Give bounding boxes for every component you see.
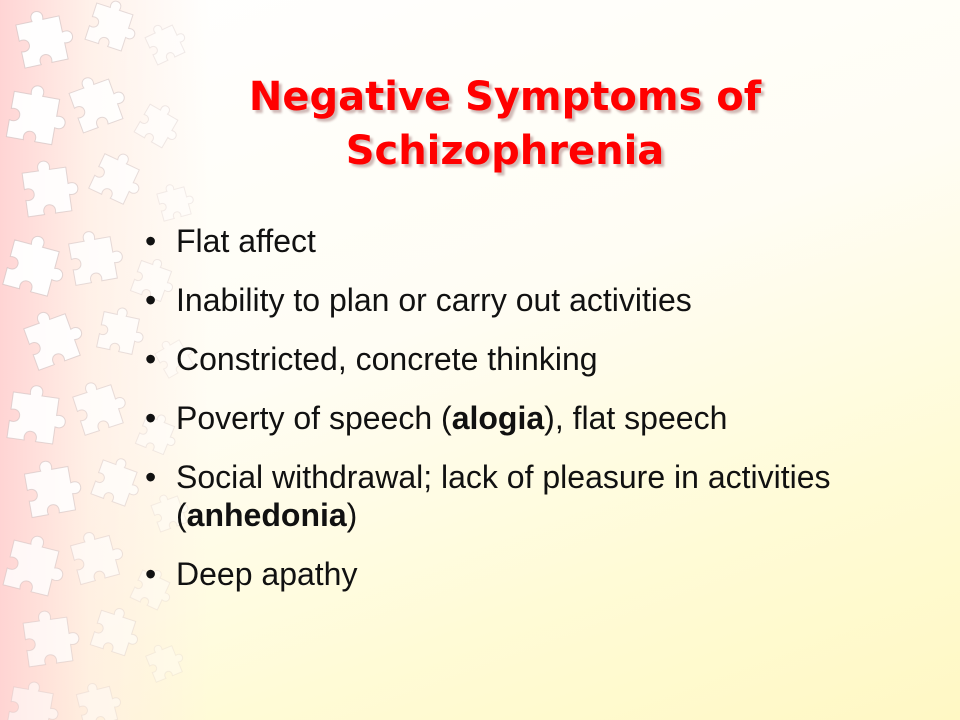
puzzle-piece-icon (75, 678, 125, 720)
puzzle-piece-icon (89, 147, 150, 208)
puzzle-piece-icon (68, 525, 127, 584)
bullet-item (145, 458, 935, 534)
puzzle-piece-icon (67, 227, 126, 286)
bullet-text: ) (346, 497, 358, 533)
bullet-item (145, 281, 935, 319)
bullet-text: ), flat speech (544, 400, 728, 436)
puzzle-piece-icon (3, 531, 70, 598)
puzzle-piece-icon (21, 302, 89, 370)
slide-title: Negative Symptoms of Schizophrenia (248, 74, 762, 174)
bullet-dot: • (145, 223, 157, 259)
puzzle-piece-icon (21, 157, 81, 217)
puzzle-piece-icon (155, 180, 196, 221)
puzzle-piece-icon (23, 456, 84, 517)
puzzle-piece-icon (7, 383, 70, 446)
bullet-term: alogia (451, 400, 545, 436)
bullet-dot: • (145, 556, 157, 592)
puzzle-piece-icon (3, 231, 71, 299)
bullet-text: Social withdrawal; lack of pleasure in activities ( (176, 459, 831, 533)
puzzle-piece-icon (22, 607, 82, 667)
puzzle-piece-icon (91, 453, 147, 509)
puzzle-piece-icon (14, 5, 77, 68)
puzzle-piece-icon (142, 17, 190, 65)
bullet-dot: • (145, 400, 157, 436)
bullet-text: Inability to plan or carry out activities (176, 282, 692, 318)
bullet-list (145, 222, 935, 614)
bullet-text: Poverty of speech ( (176, 400, 452, 436)
bullet-item (145, 340, 935, 378)
bullet-text: Deep apathy (176, 556, 358, 592)
bullet-dot: • (145, 282, 157, 318)
bullet-dot: • (145, 341, 157, 377)
puzzle-piece-icon (97, 304, 149, 356)
bullet-text: Flat affect (176, 223, 316, 259)
puzzle-piece-icon (7, 679, 63, 720)
bullet-item (145, 222, 935, 260)
puzzle-piece-icon (85, 0, 143, 53)
puzzle-piece-icon (66, 68, 131, 133)
puzzle-piece-icon (70, 374, 131, 435)
bullet-dot: • (145, 459, 157, 495)
bullet-item (145, 555, 935, 593)
puzzle-piece-icon (6, 82, 70, 146)
bullet-text: Constricted, concrete thinking (176, 341, 598, 377)
bullet-item (145, 399, 935, 437)
puzzle-piece-icon (90, 603, 145, 658)
bullet-term: anhedonia (186, 497, 347, 533)
puzzle-piece-icon (144, 638, 188, 682)
